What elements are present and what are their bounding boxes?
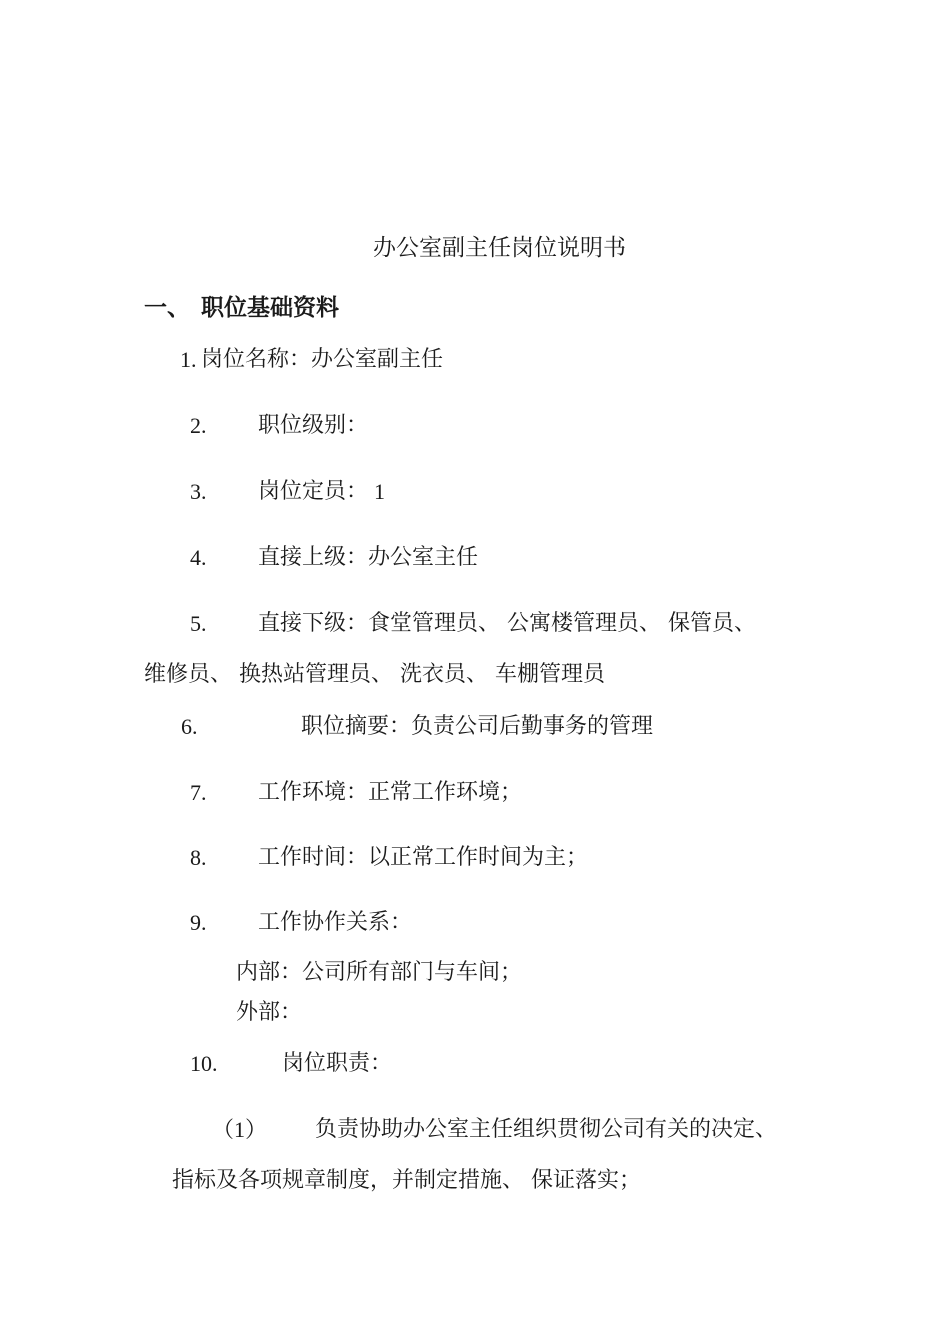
item-text-collaboration: 工作协作关系： <box>258 910 413 935</box>
item-text-hours: 工作时间：以正常工作时间为主； <box>258 845 589 870</box>
item-number: 1. <box>180 347 197 372</box>
item-number: 10. <box>190 1051 218 1076</box>
duty-number: （1） <box>212 1117 268 1142</box>
section-heading: 职位基础资料 <box>201 295 339 321</box>
item-text-summary: 职位摘要：负责公司后勤事务的管理 <box>301 714 654 739</box>
document-title: 办公室副主任岗位说明书 <box>373 235 626 261</box>
item-text-subordinates: 直接下级：食堂管理员、 公寓楼管理员、 保管员、 <box>258 611 756 636</box>
item-number: 9. <box>190 910 207 935</box>
item-text-level: 职位级别： <box>258 413 369 438</box>
section-marker: 一、 <box>144 295 190 321</box>
collaboration-internal: 内部：公司所有部门与车间； <box>236 960 523 985</box>
item-number: 6. <box>181 714 198 739</box>
item-number: 5. <box>190 611 207 636</box>
item-number: 8. <box>190 845 207 870</box>
duty-text-line1: 负责协助办公室主任组织贯彻公司有关的决定、 <box>315 1117 778 1142</box>
item-text-position-name: 岗位名称：办公室副主任 <box>201 347 444 372</box>
item-number: 4. <box>190 545 207 570</box>
item-text-environment: 工作环境：正常工作环境； <box>258 780 523 805</box>
duty-text-line2: 指标及各项规章制度，并制定措施、 保证落实； <box>172 1168 641 1193</box>
item-text-subordinates-continued: 维修员、 换热站管理员、 洗衣员、 车棚管理员 <box>144 662 605 687</box>
headcount-value: 1 <box>374 479 385 504</box>
item-text-superior: 直接上级：办公室主任 <box>258 545 479 570</box>
item-number: 7. <box>190 780 207 805</box>
item-number: 2. <box>190 413 207 438</box>
collaboration-external: 外部： <box>236 1000 303 1025</box>
item-text-headcount: 岗位定员： <box>258 479 369 504</box>
item-text-duties: 岗位职责： <box>282 1051 393 1076</box>
item-number: 3. <box>190 479 207 504</box>
